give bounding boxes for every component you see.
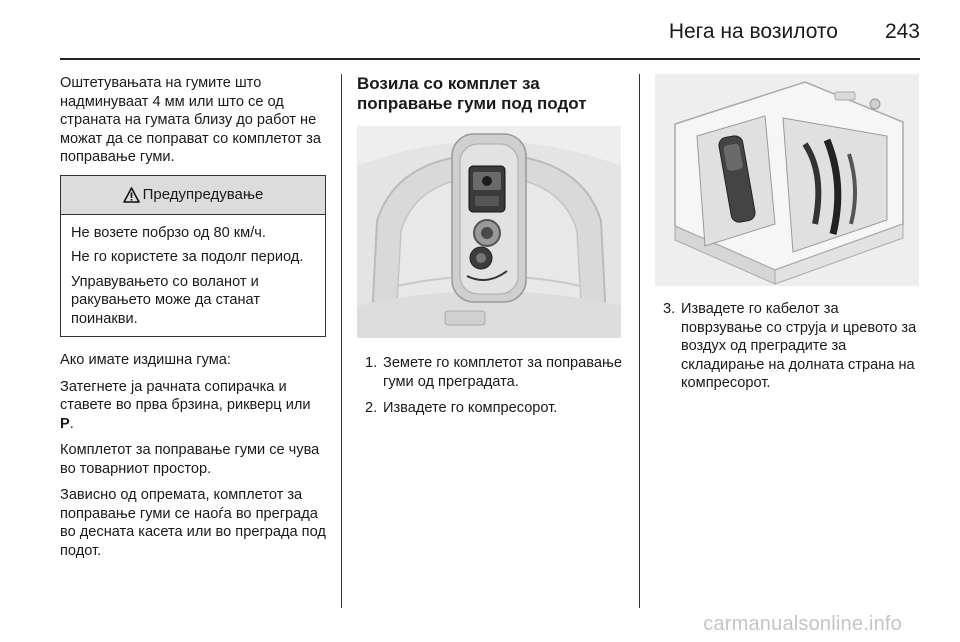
warning-body [61,215,325,337]
warning-box [60,175,326,338]
column-divider-2 [639,74,640,608]
step-text: Извадете го компресорот. [383,400,558,416]
step-number: 1. [365,355,378,371]
intro-paragraph: Оштетувањата на гумите што надминуваат 4 мм или што се од страната на гумата близу до работ не можат да се поправат со комплетот за поправање гуми. [60,75,321,165]
steps-list-a [357,354,623,418]
step-number: 2. [365,400,378,416]
flat-tyre-paragraph: Ако имате издишна гума: [60,352,231,368]
illustration-compressor-underside [655,74,919,286]
steps-list-b [655,300,921,393]
warning-title: Предупредување [142,186,264,203]
header-rule [60,58,920,60]
column-right [655,74,921,401]
step-text: Извадете го кабелот за поврзување со струја и цревото за воздух од преградите за складирање на долната страна на компресорот. [681,301,917,391]
warning-line: Не возете побрзо од 80 км/ч. [71,224,266,241]
storage-paragraph: Комплетот за поправање гуми се чува во товарниот простор. [60,442,320,477]
section-heading: Возила со комплет за поправање гуми под подот [357,74,587,113]
page-header [60,18,920,62]
park-gear-label: P [60,415,70,432]
warning-line: Не го користете за подолг период. [71,249,304,265]
step-text: Земете го комплетот за поправање гуми од преградата. [383,355,622,390]
list-item [357,354,623,391]
column-left [60,74,326,568]
warning-triangle-icon [123,187,140,203]
column-divider-1 [341,74,342,608]
page-number: 243 [884,20,920,43]
list-item [357,399,623,418]
step-number: 3. [663,301,676,317]
column-middle [357,74,623,426]
location-paragraph: Зависно од опремата, комплетот за поправање гуми се наоѓа во преграда во десната касета или во преграда под подот. [60,487,326,559]
watermark: carmanualsonline.info [703,613,902,635]
warning-header [61,176,325,215]
illustration-trunk-floor [357,126,621,338]
warning-line: Управувањето со воланот и ракувањето може да станат поинакви. [71,273,261,327]
header-title: Нега на возилото [668,20,838,43]
list-item [655,300,921,393]
handbrake-paragraph: Затегнете ја рачната сопирачка и ставете во прва брзина, рикверц или P. [60,378,311,432]
